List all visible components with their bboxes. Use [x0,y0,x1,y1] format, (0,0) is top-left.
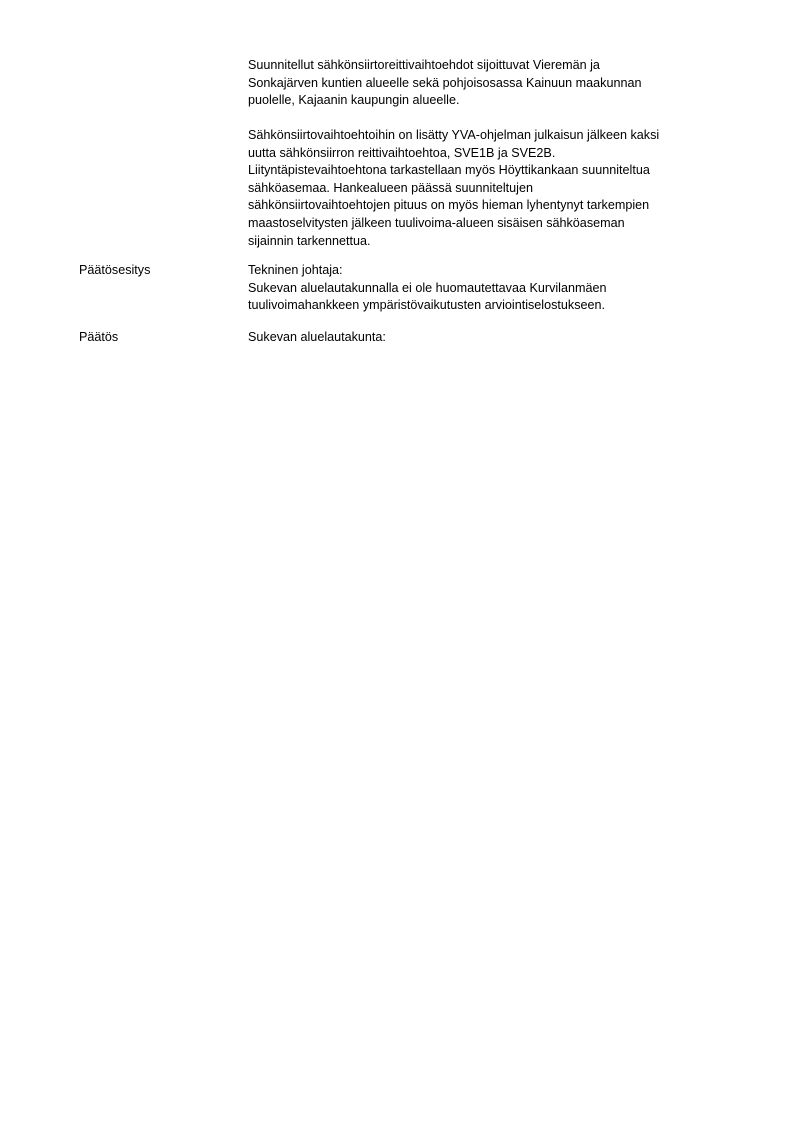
proposal-label: Päätösesitys [79,263,151,277]
text-line: Suunnitellut sähkönsiirtoreittivaihtoehdot sijoittuvat Vieremän ja [248,58,600,72]
text-line: Sonkajärven kuntien alueelle sekä pohjoisosassa Kainuun maakunnan [248,75,642,90]
text-line: Sukevan aluelautakunnalla ei ole huomautettavaa Kurvilanmäen [248,280,607,295]
text-line: Sukevan aluelautakunta: [248,330,386,344]
text-line: Sähkönsiirtovaihtoehtoihin on lisätty YVA-ohjelman julkaisun jälkeen kaksi [248,128,660,142]
decision-label: Päätös [79,330,119,344]
paragraph-transmission-routes [248,57,748,110]
text-line: sijainnin tarkennettua. [248,233,371,248]
proposal-text [248,262,748,315]
text-line: sähköasemaa. Hankealueen päässä suunniteltujen [248,180,533,195]
text-line: sähkönsiirtovaihtoehtojen pituus on myös hieman lyhentynyt tarkempien [248,198,650,213]
text-line: puolelle, Kajaanin kaupungin alueelle. [248,93,460,108]
text-line: tuulivoimahankkeen ympäristövaikutusten arviointiselostukseen. [248,298,606,313]
text-line: uutta sähkönsiirron reittivaihtoehtoa, SVE1B ja SVE2B. [248,145,556,160]
decision-text [248,329,748,347]
paragraph-transmission-alternatives [248,127,748,250]
text-line: Tekninen johtaja: [248,263,343,277]
text-line: maastoselvitysten jälkeen tuulivoima-alueen sisäisen sähköaseman [248,215,625,230]
text-line: Liityntäpistevaihtoehtona tarkastellaan myös Höyttikankaan suunniteltua [248,163,650,178]
